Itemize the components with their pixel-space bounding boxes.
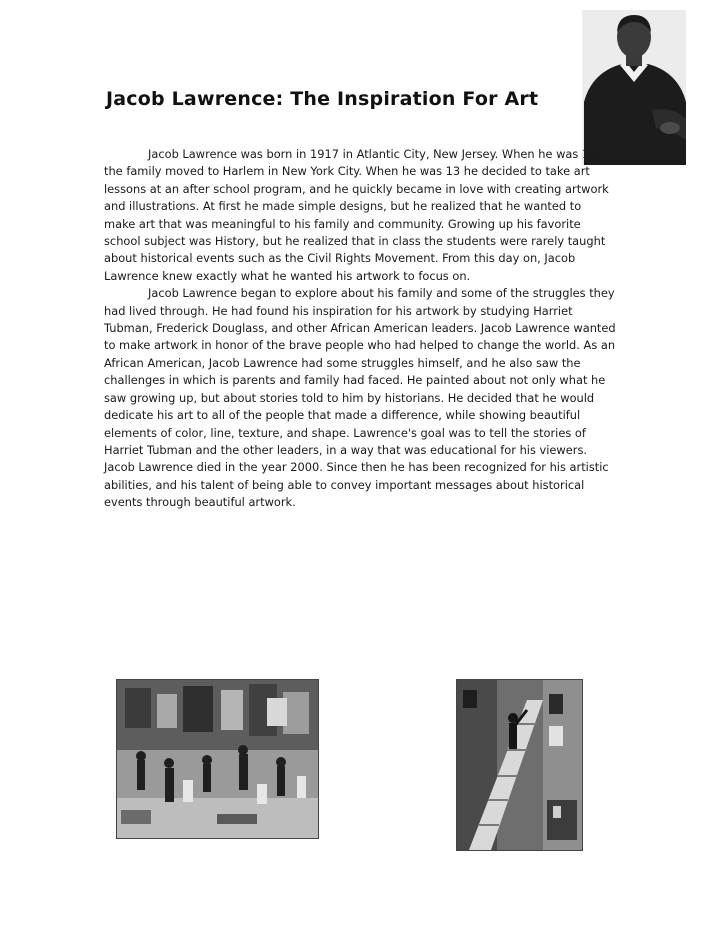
- portrait-photo: [582, 10, 686, 165]
- document-title: Jacob Lawrence: The Inspiration For Art: [106, 88, 539, 110]
- paragraph-2: Jacob Lawrence began to explore about his family and some of the struggles they had lived through. He had found his inspiration for his artwork by studying Harriet Tubman, Frederick Douglass, and other African American leaders. Jacob Lawrence wanted to make artwork in honor of the brave people who had helped to change the world. As an African American, Jacob Lawrence had some struggles himself, and he also saw the challenges in which is parents and family had faced. He painted about not only what he saw growing up, but about stories told to him by historians. He decided that he would dedicate his art to all of the people that made a difference, while showing beautiful elements of color, line, texture, and shape. Lawrence's goal was to tell the stories of Harriet Tubman and the other leaders, in a way that was educational for his viewers. Jacob Lawrence died in the year 2000. Since then he has been recognized for his artistic abilities, and his talent of being able to convey important messages about historical events through beautiful artwork.: [104, 286, 616, 510]
- paragraph-1: Jacob Lawrence was born in 1917 in Atlantic City, New Jersey. When he was 13, the family moved to Harlem in New York City. When he was 13 he decided to take art lessons at an after school program, and he quickly became in love with creating artwork and illustrations. At first he made simple designs, but he realized that he wanted to make art that was meaningful to his family and community. Growing up his favorite school subject was History, but he realized that in class the students were rarely taught about historical events such as the Civil Rights Movement. From this day on, Jacob Lawrence knew exactly what he wanted his artwork to focus on.: [104, 147, 609, 283]
- street-scene-painting: [116, 679, 319, 839]
- staircase-painting: [456, 679, 583, 851]
- document-body: [104, 146, 616, 512]
